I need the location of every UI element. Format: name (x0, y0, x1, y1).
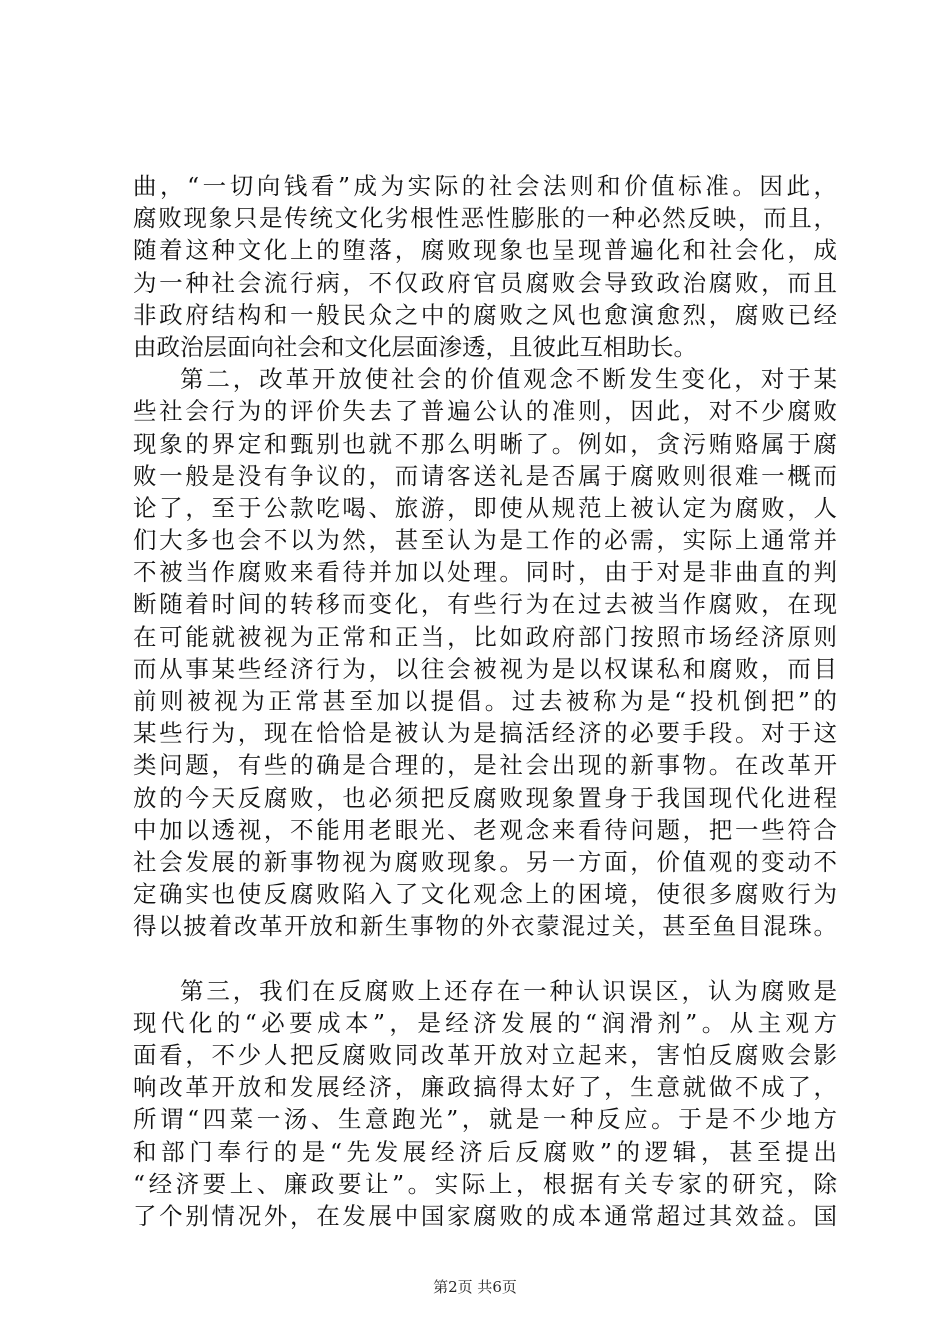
text-line: 论了，至于公款吃喝、旅游，即使从规范上被认定为腐败，人 (133, 493, 837, 522)
text-line: 们大多也会不以为然，甚至认为是工作的必需，实际上通常并 (133, 526, 837, 555)
text-line: 曲，“一切向钱看”成为实际的社会法则和价值标准。因此， (133, 172, 837, 200)
text-line: 所谓“四菜一汤、生意跑光”，就是一种反应。于是不少地方 (133, 1105, 837, 1134)
text-line: 败一般是没有争议的，而请客送礼是否属于腐败则很难一概而 (133, 461, 837, 490)
text-line: 中加以透视，不能用老眼光、老观念来看待问题，把一些符合 (133, 815, 837, 844)
document-body (133, 170, 837, 1232)
text-line: 第三，我们在反腐败上还存在一种认识误区，认为腐败是 (180, 976, 837, 1005)
text-line: 现代化的“必要成本”，是经济发展的“润滑剂”。从主观方 (133, 1008, 837, 1037)
text-line: 断随着时间的转移而变化，有些行为在过去被当作腐败，在现 (133, 590, 837, 619)
text-line: 些社会行为的评价失去了普遍公认的准则，因此，对不少腐败 (133, 397, 837, 426)
text-line: 了个别情况外，在发展中国家腐败的成本通常超过其效益。国 (133, 1202, 837, 1230)
text-line: 为一种社会流行病，不仅政府官员腐败会导致政治腐败，而且 (133, 268, 837, 297)
text-line: 得以披着改革开放和新生事物的外衣蒙混过关，甚至鱼目混珠。 (133, 912, 837, 941)
text-line: 非政府结构和一般民众之中的腐败之风也愈演愈烈，腐败已经 (133, 300, 837, 329)
text-line: 现象的界定和甄别也就不那么明晰了。例如，贪污贿赂属于腐 (133, 429, 837, 458)
text-line: 由政治层面向社会和文化层面渗透，且彼此互相助长。 (133, 332, 697, 361)
text-line: 响改革开放和发展经济，廉政搞得太好了，生意就做不成了， (133, 1073, 837, 1102)
text-line: 不被当作腐败来看待并加以处理。同时，由于对是非曲直的判 (133, 558, 837, 587)
text-line: 面看，不少人把反腐败同改革开放对立起来，害怕反腐败会影 (133, 1041, 837, 1070)
text-line: “经济要上、廉政要让”。实际上，根据有关专家的研究，除 (133, 1169, 837, 1198)
text-line: 类问题，有些的确是合理的，是社会出现的新事物。在改革开 (133, 751, 837, 780)
text-line: 在可能就被视为正常和正当，比如政府部门按照市场经济原则 (133, 622, 837, 651)
paragraph-gap (133, 943, 837, 975)
text-line: 而从事某些经济行为，以往会被视为是以权谋私和腐败，而目 (133, 654, 837, 683)
text-line: 定确实也使反腐败陷入了文化观念上的困境，使很多腐败行为 (133, 880, 837, 909)
text-line: 随着这种文化上的堕落，腐败现象也呈现普遍化和社会化，成 (133, 236, 837, 265)
page-number-footer: 第2页 共6页 (433, 1278, 517, 1296)
text-line: 某些行为，现在恰恰是被认为是搞活经济的必要手段。对于这 (133, 719, 837, 748)
text-line: 社会发展的新事物视为腐败现象。另一方面，价值观的变动不 (133, 847, 837, 876)
text-line: 腐败现象只是传统文化劣根性恶性膨胀的一种必然反映，而且， (133, 204, 837, 233)
text-line: 第二，改革开放使社会的价值观念不断发生变化，对于某 (180, 365, 837, 394)
text-line: 前则被视为正常甚至加以提倡。过去被称为是“投机倒把”的 (133, 687, 837, 715)
text-line: 放的今天反腐败，也必须把反腐败现象置身于我国现代化进程 (133, 783, 837, 812)
paragraph-2 (133, 363, 837, 942)
paragraph-3 (133, 975, 837, 1233)
paragraph-1 (133, 170, 837, 363)
text-line: 和部门奉行的是“先发展经济后反腐败”的逻辑，甚至提出 (133, 1137, 837, 1166)
